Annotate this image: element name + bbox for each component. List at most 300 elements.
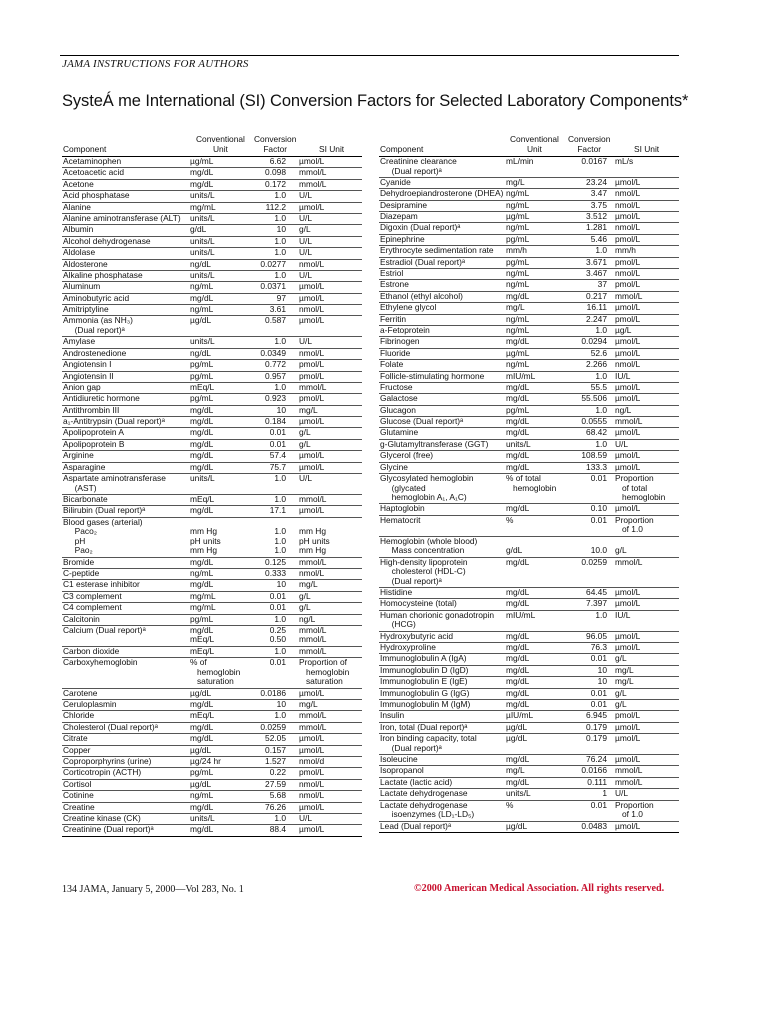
- cell-si-unit: mmol/L: [299, 168, 327, 178]
- cell-si-unit: Proportion of total hemoglobin: [615, 474, 666, 503]
- cell-si-unit: Proportion of 1.0: [615, 800, 654, 820]
- table-row: [379, 504, 679, 515]
- cell-conversion-factor: 0.0186: [260, 688, 286, 698]
- cell-conventional-unit: mg/dL: [506, 451, 530, 461]
- cell-component: C1 esterase inhibitor: [63, 580, 140, 590]
- cell-conversion-factor: 23.24: [586, 177, 607, 187]
- cell-si-unit: mmol/L: [615, 291, 643, 301]
- cell-conventional-unit: mg/dL: [506, 643, 530, 653]
- cell-component: Ferritin: [380, 314, 407, 324]
- cell-conventional-unit: ng/mL: [190, 305, 214, 315]
- table-row: [62, 316, 362, 337]
- cell-si-unit: ng/L: [615, 405, 632, 415]
- cell-component: Calcium (Dual report)ᵃ: [63, 625, 146, 635]
- cell-component: Estriol: [380, 269, 404, 279]
- cell-component: Ethanol (ethyl alcohol): [380, 291, 463, 301]
- cell-si-unit: pmol/L: [615, 711, 641, 721]
- cell-si-unit: µmol/L: [615, 462, 641, 472]
- cell-component: Insulin: [380, 711, 405, 721]
- table-row: [379, 463, 679, 474]
- cell-conventional-unit: ng/mL: [506, 314, 530, 324]
- cell-si-unit: nmol/L: [299, 569, 325, 578]
- cell-si-unit: mmol/L: [299, 494, 327, 504]
- cell-si-unit: µmol/L: [299, 734, 325, 744]
- table-row: [379, 558, 679, 588]
- cell-si-unit: mmol/L: [615, 766, 643, 776]
- cell-si-unit: g/L: [299, 591, 311, 601]
- cell-conventional-unit: ng/mL: [506, 280, 530, 290]
- table-row: [62, 440, 362, 451]
- cell-si-unit: mm/h: [615, 246, 636, 256]
- cell-conversion-factor: 3.75: [590, 200, 607, 210]
- cell-conversion-factor: 0.01: [269, 428, 286, 438]
- table-row: [379, 223, 679, 234]
- cell-component: Creatine kinase (CK): [63, 813, 141, 823]
- cell-component: Calcitonin: [63, 614, 100, 624]
- table-row: [379, 428, 679, 439]
- table-row: [62, 294, 362, 305]
- table-row: [62, 746, 362, 757]
- cell-conventional-unit: units/L: [506, 789, 531, 799]
- cell-component: Bilirubin (Dual report)ᵃ: [63, 506, 146, 516]
- cell-conversion-factor: 68.42: [586, 428, 607, 438]
- cell-conversion-factor: 10: [276, 580, 286, 590]
- cell-component: Blood gases (arterial) Paco₂ pH Pao₂: [63, 517, 143, 556]
- table-row: [62, 417, 362, 428]
- column-header-factor: Conversion Factor: [254, 134, 297, 154]
- cell-conversion-factor: 10: [597, 677, 607, 687]
- cell-conventional-unit: ng/mL: [506, 360, 530, 370]
- table-row: [62, 495, 362, 506]
- table-row: [62, 780, 362, 791]
- cell-component: Aluminum: [63, 282, 101, 292]
- cell-component: Carbon dioxide: [63, 646, 120, 656]
- cell-conversion-factor: 1.0: [595, 325, 607, 335]
- table-row: [62, 191, 362, 202]
- cell-component: Angiotensin II: [63, 371, 114, 381]
- cell-conversion-factor: 0.0259: [260, 722, 286, 732]
- cell-component: Alkaline phosphatase: [63, 270, 143, 280]
- cell-component: Antithrombin III: [63, 405, 120, 415]
- cell-conventional-unit: µg/mL: [506, 212, 530, 222]
- cell-component: a₁-Antitrypsin (Dual report)ᵃ: [63, 417, 165, 427]
- cell-si-unit: pmol/L: [299, 360, 325, 370]
- table-row: [62, 791, 362, 802]
- cell-conventional-unit: mEq/L: [190, 382, 215, 392]
- cell-conventional-unit: ng/mL: [190, 791, 214, 801]
- cell-si-unit: µmol/L: [615, 504, 641, 514]
- cell-si-unit: µmol/L: [615, 428, 641, 438]
- cell-conversion-factor: 57.4: [269, 451, 286, 461]
- cell-conventional-unit: µg/dL: [506, 734, 528, 744]
- cell-conversion-factor: 133.3: [586, 462, 607, 472]
- cell-conventional-unit: µIU/mL: [506, 711, 534, 721]
- cell-si-unit: µg/L: [615, 325, 632, 335]
- cell-conventional-unit: µg/24 hr: [190, 756, 221, 766]
- cell-component: Carotene: [63, 688, 98, 698]
- cell-conversion-factor: 10: [597, 665, 607, 675]
- cell-component: Apolipoprotein A: [63, 428, 124, 438]
- cell-conversion-factor: 1.0: [595, 610, 607, 620]
- cell-conversion-factor: 55.506: [581, 394, 607, 404]
- cell-conversion-factor: 17.1: [269, 506, 286, 516]
- cell-conventional-unit: mg/dL: [190, 451, 214, 461]
- table-row: [62, 592, 362, 603]
- cell-component: Hematocrit: [380, 515, 421, 525]
- cell-si-unit: nmol/L: [299, 305, 325, 315]
- cell-conventional-unit: mg/dL: [190, 293, 214, 303]
- cell-conventional-unit: %: [506, 800, 514, 810]
- cell-si-unit: mmol/L: [299, 382, 327, 392]
- cell-si-unit: mL/s: [615, 157, 634, 166]
- cell-component: Glycerol (free): [380, 451, 434, 461]
- cell-component: Iron binding capacity, total (Dual report)ᵃ: [380, 734, 477, 753]
- cell-conversion-factor: 0.0349: [260, 348, 286, 358]
- cell-conversion-factor: 0.0294: [581, 337, 607, 347]
- cell-component: Bicarbonate: [63, 494, 108, 504]
- cell-conventional-unit: mg/dL: [190, 428, 214, 438]
- cell-si-unit: g/L: [615, 700, 627, 710]
- column-header-unit: Conventional Unit: [196, 134, 245, 154]
- cell-component: Bromide: [63, 557, 95, 567]
- cell-conversion-factor: 108.59: [581, 451, 607, 461]
- cell-conventional-unit: µg/dL: [190, 688, 212, 698]
- cell-conversion-factor: 112.2: [265, 202, 286, 212]
- cell-conversion-factor: 0.157: [265, 745, 286, 755]
- cell-conventional-unit: mg/dL: [506, 337, 530, 347]
- cell-component: Iron, total (Dual report)ᵃ: [380, 722, 468, 732]
- cell-conventional-unit: mg/dL: [190, 557, 214, 567]
- cell-component: Fibrinogen: [380, 337, 420, 347]
- cell-conventional-unit: mIU/mL: [506, 610, 536, 620]
- cell-conversion-factor: 3.47: [590, 189, 607, 199]
- cell-component: Human chorionic gonadotropin (HCG): [380, 610, 495, 630]
- cell-component: Desipramine: [380, 200, 428, 210]
- table-row: [62, 406, 362, 417]
- cell-si-unit: g/L: [615, 688, 627, 698]
- cell-conversion-factor: 10.0: [590, 545, 607, 556]
- cell-component: Fructose: [380, 382, 413, 392]
- table-row: [379, 711, 679, 722]
- table-row: [62, 463, 362, 474]
- cell-conventional-unit: mg/dL: [506, 700, 530, 710]
- footer-copyright: ©2000 American Medical Association. All rights reserved.: [414, 883, 665, 894]
- cell-conversion-factor: 7.397: [586, 599, 607, 609]
- cell-conventional-unit: mg/dL: [506, 394, 530, 404]
- cell-si-unit: pmol/L: [299, 371, 325, 381]
- cell-component: Glucose (Dual report)ᵃ: [380, 417, 464, 427]
- cell-conventional-unit: mg/dL: [506, 588, 530, 597]
- column-header-component: Component: [380, 144, 424, 154]
- cell-conversion-factor: 0.0167: [581, 157, 607, 166]
- cell-conversion-factor: 0.957: [265, 371, 286, 381]
- cell-conventional-unit: mg/dL: [506, 462, 530, 472]
- cell-conventional-unit: mg/dL: [506, 677, 530, 687]
- table-row: [379, 303, 679, 314]
- cell-conventional-unit: mg/dL: [190, 462, 214, 472]
- cell-si-unit: mmol/L: [615, 777, 643, 787]
- cell-component: Glycosylated hemoglobin (glycated hemoglobin A₁, A₁C): [380, 474, 474, 503]
- cell-component: Lactate dehydrogenase: [380, 789, 468, 799]
- table-row: [379, 246, 679, 257]
- cell-component: Creatine: [63, 802, 95, 812]
- cell-conversion-factor: 10: [276, 700, 286, 710]
- table-row: [379, 654, 679, 665]
- cell-conventional-unit: mg/L: [506, 766, 525, 776]
- cell-conversion-factor: 10: [276, 405, 286, 415]
- cell-si-unit: pmol/L: [615, 314, 641, 324]
- cell-conversion-factor: 0.01: [269, 591, 286, 601]
- cell-conversion-factor: 1.0: [274, 213, 286, 223]
- cell-component: Dehydroepiandrosterone (DHEA): [380, 189, 504, 199]
- cell-conventional-unit: units/L: [190, 337, 215, 347]
- cell-component: High-density lipoprotein cholesterol (HDL-C) (Dual report)ᵃ: [380, 557, 468, 586]
- table-row: [62, 248, 362, 259]
- cell-conventional-unit: mg/dL: [190, 168, 214, 178]
- table-row: [379, 666, 679, 677]
- cell-si-unit: IU/L: [615, 371, 631, 381]
- cell-si-unit: mmol/L: [299, 722, 327, 732]
- cell-si-unit: µmol/L: [615, 734, 641, 744]
- table-row: [379, 349, 679, 360]
- cell-conversion-factor: 0.0277: [260, 259, 286, 269]
- cell-conversion-factor: 0.772: [265, 360, 286, 370]
- table-row: [62, 271, 362, 282]
- table-row: [379, 766, 679, 777]
- cell-component: Angiotensin I: [63, 360, 112, 370]
- table-row: [379, 789, 679, 800]
- cell-component: Aminobutyric acid: [63, 293, 130, 303]
- cell-si-unit: µmol/L: [615, 588, 641, 597]
- table-header: [379, 131, 679, 156]
- table-row: [62, 768, 362, 779]
- cell-si-unit: mm Hg pH units mm Hg: [299, 526, 330, 556]
- cell-conversion-factor: 1.0: [274, 236, 286, 246]
- cell-conversion-factor: 37: [597, 280, 607, 290]
- cell-si-unit: mmol/L: [615, 557, 643, 567]
- table-row: [379, 417, 679, 428]
- table-row: [62, 647, 362, 658]
- cell-conventional-unit: pg/mL: [190, 394, 214, 404]
- column-header-component: Component: [63, 144, 107, 154]
- cell-conventional-unit: mg/dL: [506, 654, 530, 664]
- cell-component: Fluoride: [380, 348, 411, 358]
- table-row: [379, 201, 679, 212]
- cell-component: Citrate: [63, 734, 88, 744]
- table-row: [379, 474, 679, 504]
- cell-conventional-unit: ng/mL: [506, 325, 530, 335]
- cell-conversion-factor: 76.26: [265, 802, 286, 812]
- cell-component: C-peptide: [63, 569, 100, 578]
- cell-component: Ethylene glycol: [380, 303, 437, 313]
- cell-conventional-unit: pg/mL: [506, 257, 530, 267]
- cell-conversion-factor: 0.179: [586, 722, 607, 732]
- table-row: [62, 615, 362, 626]
- cell-component: Lead (Dual report)ᵃ: [380, 821, 452, 831]
- cell-conversion-factor: 1.0: [595, 246, 607, 256]
- cell-conventional-unit: ng/mL: [190, 282, 214, 292]
- cell-conventional-unit: units/L: [190, 270, 215, 280]
- table-row: [379, 315, 679, 326]
- cell-conventional-unit: units/L: [190, 813, 215, 823]
- cell-component: Glycine: [380, 462, 408, 472]
- cell-si-unit: µmol/L: [299, 688, 325, 698]
- column-header-unit: Conventional Unit: [510, 134, 559, 154]
- cell-conventional-unit: mEq/L: [190, 711, 215, 721]
- cell-component: Hemoglobin (whole blood) Mass concentration: [380, 536, 478, 556]
- cell-component: Cortisol: [63, 779, 92, 789]
- table-row: [62, 569, 362, 580]
- table-row: [379, 292, 679, 303]
- cell-conversion-factor: 75.7: [269, 462, 286, 472]
- cell-conventional-unit: mg/dL: [506, 417, 530, 427]
- footer-citation: 134 JAMA, January 5, 2000—Vol 283, No. 1: [62, 884, 244, 895]
- table-row: [379, 383, 679, 394]
- cell-si-unit: µmol/L: [615, 755, 641, 765]
- cell-conventional-unit: ng/mL: [506, 189, 530, 199]
- cell-conversion-factor: 1.0: [274, 474, 286, 484]
- cell-conventional-unit: units/L: [190, 236, 215, 246]
- cell-component: Lactate (lactic acid): [380, 777, 453, 787]
- cell-si-unit: IU/L: [615, 610, 631, 620]
- cell-si-unit: µmol/L: [299, 451, 325, 461]
- cell-conventional-unit: mg/dL: [506, 428, 530, 438]
- cell-conventional-unit: mm/h: [506, 246, 527, 256]
- table-row: [62, 757, 362, 768]
- cell-conversion-factor: 3.61: [269, 305, 286, 315]
- cell-si-unit: nmol/L: [299, 791, 325, 801]
- cell-si-unit: µmol/L: [615, 177, 641, 187]
- cell-si-unit: µmol/L: [615, 451, 641, 461]
- table-row: [62, 803, 362, 814]
- table-body: [62, 157, 362, 837]
- cell-conventional-unit: mg/dL: [190, 700, 214, 710]
- table-row: [62, 451, 362, 462]
- cell-si-unit: U/L: [299, 474, 313, 484]
- cell-si-unit: mmol/L: [299, 711, 327, 721]
- cell-si-unit: pmol/L: [615, 280, 641, 290]
- cell-conventional-unit: mEq/L: [190, 494, 215, 504]
- cell-conversion-factor: 96.05: [586, 631, 607, 641]
- cell-conversion-factor: 55.5: [590, 382, 607, 392]
- table-row: [379, 451, 679, 462]
- table-row: [379, 689, 679, 700]
- cell-conventional-unit: mL/min: [506, 157, 534, 166]
- cell-conventional-unit: %: [506, 515, 514, 525]
- cell-component: Acetone: [63, 179, 94, 189]
- cell-conventional-unit: units/L: [190, 474, 215, 484]
- cell-component: Isopropanol: [380, 766, 424, 776]
- cell-component: Immunoglobulin D (IgD): [380, 665, 469, 675]
- cell-conversion-factor: 0.01: [590, 800, 607, 810]
- cell-component: Glucagon: [380, 405, 416, 415]
- cell-conversion-factor: 0.098: [265, 168, 286, 178]
- cell-component: Antidiuretic hormone: [63, 394, 140, 404]
- cell-conversion-factor: 52.6: [590, 348, 607, 358]
- cell-component: Acid phosphatase: [63, 191, 130, 201]
- cell-si-unit: µmol/L: [615, 394, 641, 404]
- cell-si-unit: U/L: [299, 337, 313, 347]
- cell-component: Cyanide: [380, 177, 411, 187]
- table-row: [62, 214, 362, 225]
- cell-conversion-factor: 0.0555: [581, 417, 607, 427]
- cell-conventional-unit: µg/dL: [506, 722, 528, 732]
- cell-conventional-unit: % of hemoglobin saturation: [190, 658, 241, 687]
- cell-conversion-factor: 0.587: [265, 316, 286, 326]
- table-row: [62, 814, 362, 825]
- cell-si-unit: Proportion of 1.0: [615, 515, 654, 535]
- cell-si-unit: µmol/L: [299, 417, 325, 427]
- table-row: [62, 349, 362, 360]
- cell-si-unit: mmol/L: [299, 179, 327, 189]
- cell-si-unit: µmol/L: [299, 293, 325, 303]
- cell-si-unit: µmol/L: [299, 202, 325, 212]
- cell-component: Estrone: [380, 280, 409, 290]
- table-row: [379, 235, 679, 246]
- cell-si-unit: µmol/L: [299, 316, 325, 326]
- cell-conventional-unit: µg/dL: [506, 821, 528, 831]
- cell-si-unit: µmol/L: [615, 821, 641, 831]
- cell-component: Alcohol dehydrogenase: [63, 236, 151, 246]
- cell-si-unit: mmol/L: [615, 417, 643, 427]
- cell-conversion-factor: 5.68: [269, 791, 286, 801]
- cell-conventional-unit: mEq/L: [190, 646, 215, 656]
- cell-conversion-factor: 1.0: [595, 439, 607, 449]
- cell-conversion-factor: 2.247: [586, 314, 607, 324]
- cell-component: Histidine: [380, 588, 413, 597]
- cell-si-unit: mmol/L mmol/L: [299, 625, 327, 645]
- cell-component: Coproporphyrins (urine): [63, 756, 152, 766]
- cell-si-unit: µmol/L: [299, 282, 325, 292]
- cell-component: Follicle-stimulating hormone: [380, 371, 485, 381]
- cell-si-unit: µmol/L: [615, 348, 641, 358]
- cell-si-unit: U/L: [299, 191, 313, 201]
- cell-si-unit: µmol/L: [615, 599, 641, 609]
- cell-conversion-factor: 0.184: [265, 417, 286, 427]
- cell-component: Ceruloplasmin: [63, 700, 117, 710]
- cell-conversion-factor: 1.0: [274, 382, 286, 392]
- cell-si-unit: U/L: [615, 439, 629, 449]
- cell-conversion-factor: 1.527: [265, 756, 286, 766]
- cell-component: Amitriptyline: [63, 305, 109, 315]
- cell-si-unit: mmol/L: [299, 557, 327, 567]
- cell-conversion-factor: 0.179: [586, 734, 607, 744]
- cell-conventional-unit: mg/dL: [506, 777, 530, 787]
- table-row: [379, 677, 679, 688]
- cell-si-unit: µmol/L: [615, 212, 641, 222]
- cell-si-unit: µmol/L: [299, 506, 325, 516]
- table-row: [379, 372, 679, 383]
- top-rule: [60, 55, 679, 56]
- cell-conventional-unit: mg/dL: [506, 631, 530, 641]
- table-row: [379, 611, 679, 632]
- cell-component: Glutamine: [380, 428, 419, 438]
- cell-component: Carboxyhemoglobin: [63, 658, 138, 668]
- cell-si-unit: U/L: [615, 789, 629, 799]
- table-row: [62, 474, 362, 495]
- cell-component: a-Fetoprotein: [380, 325, 430, 335]
- cell-conventional-unit: units/L: [190, 191, 215, 201]
- cell-conventional-unit: mg/dL: [190, 439, 214, 449]
- table-row: [62, 383, 362, 394]
- cell-si-unit: µmol/L: [299, 745, 325, 755]
- cell-component: Cotinine: [63, 791, 94, 801]
- table-row: [62, 689, 362, 700]
- cell-conversion-factor: 27.59: [265, 779, 286, 789]
- cell-component: Copper: [63, 745, 91, 755]
- cell-si-unit: µmol/L: [615, 722, 641, 732]
- cell-component: Epinephrine: [380, 234, 425, 244]
